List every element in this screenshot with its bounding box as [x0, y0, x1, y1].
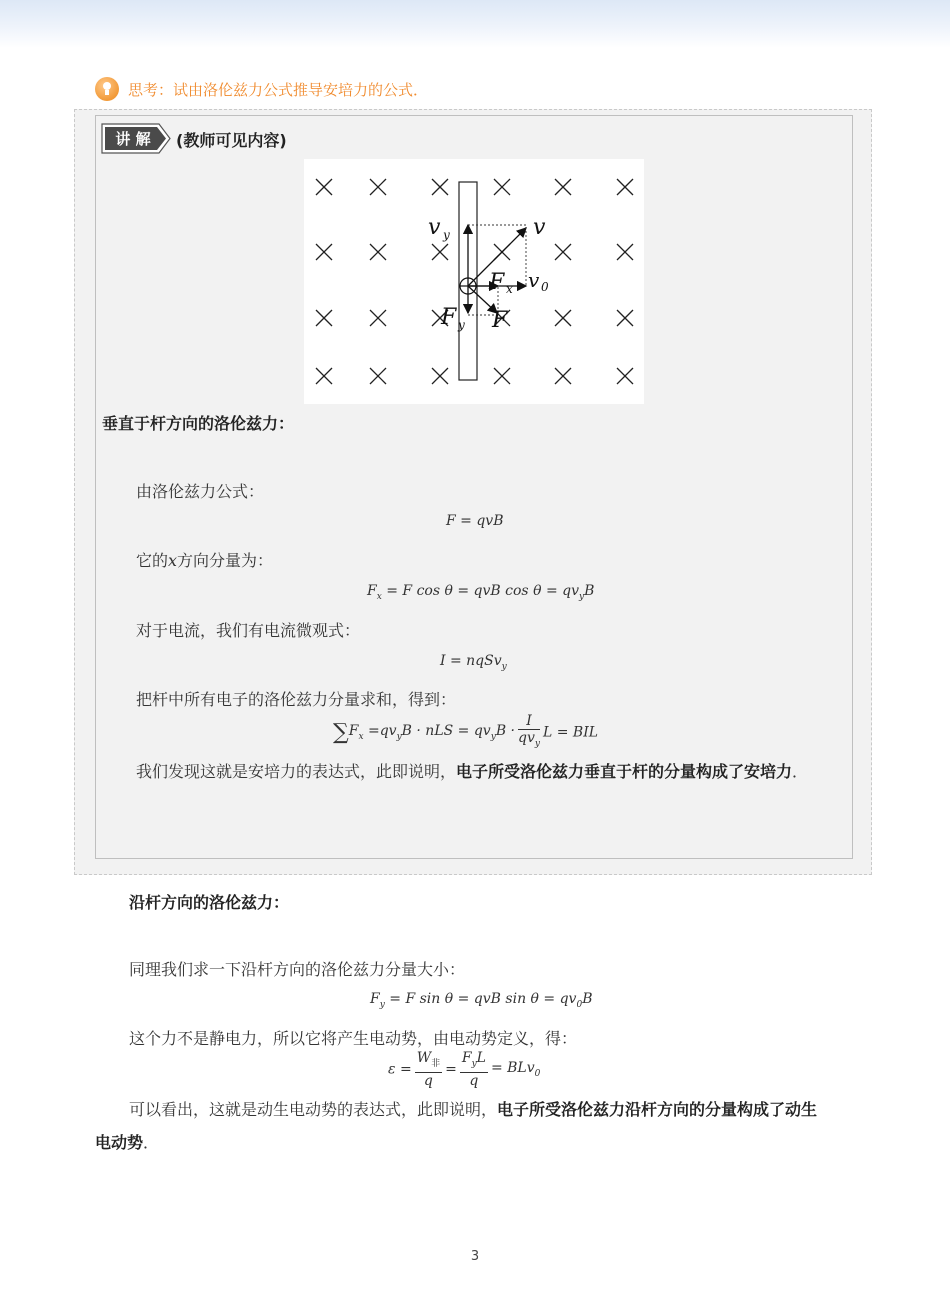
field-cross: [432, 368, 448, 384]
along-p2: 这个力不是静电力，所以它将产生电动势，由电动势定义，得：: [129, 1029, 578, 1048]
perp-p3: 对于电流，我们有电流微观式：: [136, 621, 361, 640]
along-eq1: $F_y = F$ sin θ = qvB $\sin \theta = qv_0B$: [370, 991, 593, 1010]
field-cross: [494, 368, 510, 384]
field-cross: [370, 179, 386, 195]
field-cross: [316, 244, 332, 260]
label-v: v: [533, 215, 546, 240]
field-cross: [555, 368, 571, 384]
svg-text:x: x: [506, 282, 513, 296]
field-cross: [316, 310, 332, 326]
field-cross: [555, 244, 571, 260]
lightbulb-icon: [95, 77, 119, 101]
along-p3-line2: 电动势．: [95, 1133, 160, 1152]
explain-tag-label: 讲 解: [115, 130, 151, 148]
think-prompt: [95, 76, 428, 102]
explain-tag-icon: [101, 123, 171, 154]
perp-heading: 垂直于杆方向的洛伦兹力：: [102, 414, 295, 433]
field-cross: [494, 179, 510, 195]
lorentz-figure: [304, 159, 644, 404]
svg-text:y: y: [458, 318, 465, 332]
field-cross: [432, 244, 448, 260]
think-text: 思考：试由洛伦兹力公式推导安培力的公式．: [128, 80, 429, 99]
figure-svg: [304, 159, 644, 404]
perp-eq4: $\sum F_x =qv_yB$ · nLS = $qv_yB$ · $\frac{I}{qv_y}$ L = BIL: [333, 713, 599, 749]
along-heading: 沿杆方向的洛伦兹力：: [129, 893, 290, 912]
field-cross: [432, 179, 448, 195]
perp-eq1: F = qvB: [446, 513, 504, 529]
perp-p5: 我们发现这就是安培力的表达式，此即说明，电子所受洛伦兹力垂直于杆的分量构成了安培力．: [136, 762, 809, 781]
field-cross: [370, 244, 386, 260]
explain-note: (教师可见内容): [176, 131, 287, 150]
field-cross: [555, 179, 571, 195]
along-p1: 同理我们求一下沿杆方向的洛伦兹力分量大小：: [129, 960, 466, 979]
label-v0: v: [528, 268, 540, 292]
label-vy: v: [428, 215, 441, 240]
field-cross: [617, 368, 633, 384]
field-cross: [316, 368, 332, 384]
field-cross: [370, 368, 386, 384]
along-p3-line1: 可以看出，这就是动生电动势的表达式，此即说明，电子所受洛伦兹力沿杆方向的分量构成了动生: [129, 1100, 818, 1119]
perp-p4: 把杆中所有电子的洛伦兹力分量求和，得到：: [136, 690, 457, 709]
perp-p1: 由洛伦兹力公式：: [136, 482, 265, 501]
field-cross: [316, 179, 332, 195]
svg-text:0: 0: [541, 280, 549, 294]
along-eq2: ε = $\frac{W_非}{q}$ = $\frac{F_yL}{q}$ = BLv$_0$: [388, 1050, 541, 1089]
label-fy: F: [441, 305, 457, 330]
label-fx: F: [489, 270, 505, 295]
svg-text:y: y: [443, 228, 450, 242]
field-cross: [617, 244, 633, 260]
field-cross: [370, 310, 386, 326]
page-number: 3: [470, 1249, 480, 1264]
field-cross: [617, 310, 633, 326]
perp-eq2: $F_x = F$ cos θ = qvB $\cos \theta = qv_yB$: [367, 583, 595, 602]
perp-eq3: I = nqSv$_y$: [440, 653, 507, 672]
perp-p2: 它的x方向分量为：: [136, 551, 274, 570]
field-cross: [617, 179, 633, 195]
field-cross: [555, 310, 571, 326]
header-band: [0, 0, 950, 48]
label-f: F: [492, 308, 508, 333]
